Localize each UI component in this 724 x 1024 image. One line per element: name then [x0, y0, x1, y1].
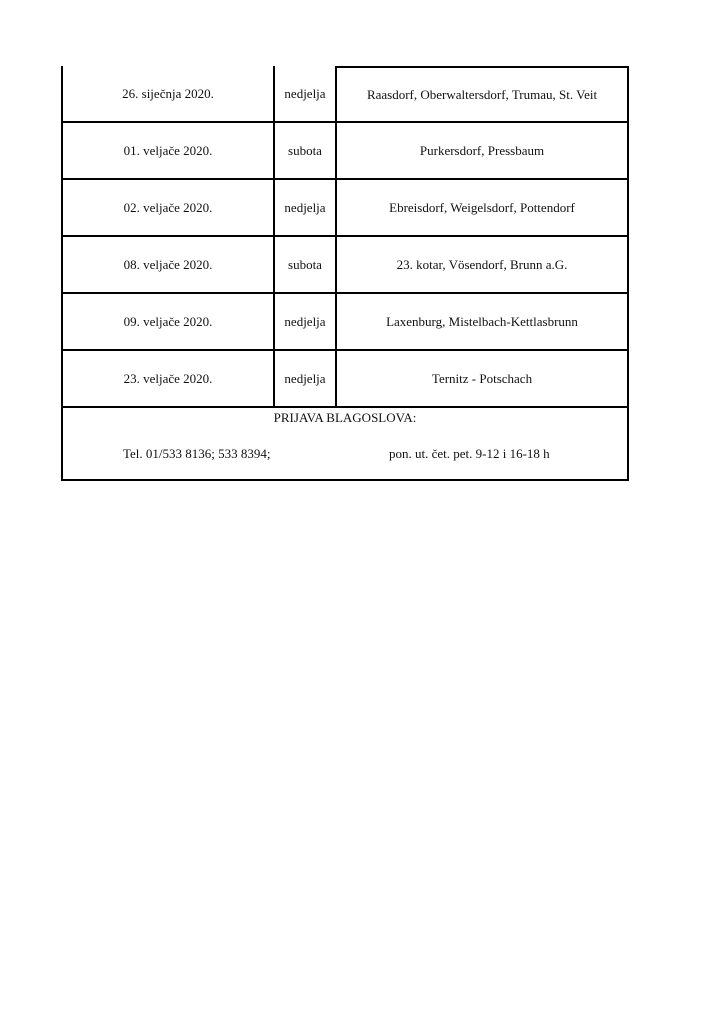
- day-cell: nedjelja: [273, 180, 335, 235]
- date-cell: 26. siječnja 2020.: [122, 85, 214, 101]
- table-row: [63, 123, 627, 180]
- places-cell: Ternitz - Potschach: [335, 351, 627, 406]
- date-cell: 08. veljače 2020.: [123, 256, 213, 272]
- phone-numbers: Tel. 01/533 8136; 533 8394;: [123, 446, 271, 461]
- day-cell: nedjelja: [273, 294, 335, 349]
- places-cell: 23. kotar, Vösendorf, Brunn a.G.: [335, 237, 627, 292]
- registration-title: PRIJAVA BLAGOSLOVA:: [273, 410, 417, 425]
- blessing-schedule-table: [61, 66, 629, 481]
- day-cell: nedjelja: [273, 351, 335, 406]
- places-cell: Laxenburg, Mistelbach-Kettlasbrunn: [335, 294, 627, 349]
- date-cell: 23. veljače 2020.: [123, 370, 213, 386]
- date-cell: 02. veljače 2020.: [123, 199, 213, 215]
- table-row: [63, 237, 627, 294]
- places-cell: Raasdorf, Oberwaltersdorf, Trumau, St. Veit: [335, 66, 629, 121]
- registration-footer: [63, 408, 627, 479]
- day-cell: subota: [273, 237, 335, 292]
- date-cell: 09. veljače 2020.: [123, 313, 213, 329]
- date-cell: 01. veljače 2020.: [123, 142, 213, 158]
- table-row: [63, 294, 627, 351]
- day-cell: nedjelja: [273, 66, 335, 121]
- table-row: [63, 180, 627, 237]
- day-cell: subota: [273, 123, 335, 178]
- table-row: [63, 351, 627, 408]
- table-row: [63, 66, 627, 123]
- places-cell: Purkersdorf, Pressbaum: [335, 123, 627, 178]
- places-cell: Ebreisdorf, Weigelsdorf, Pottendorf: [335, 180, 627, 235]
- office-hours: pon. ut. čet. pet. 9-12 i 16-18 h: [389, 446, 550, 461]
